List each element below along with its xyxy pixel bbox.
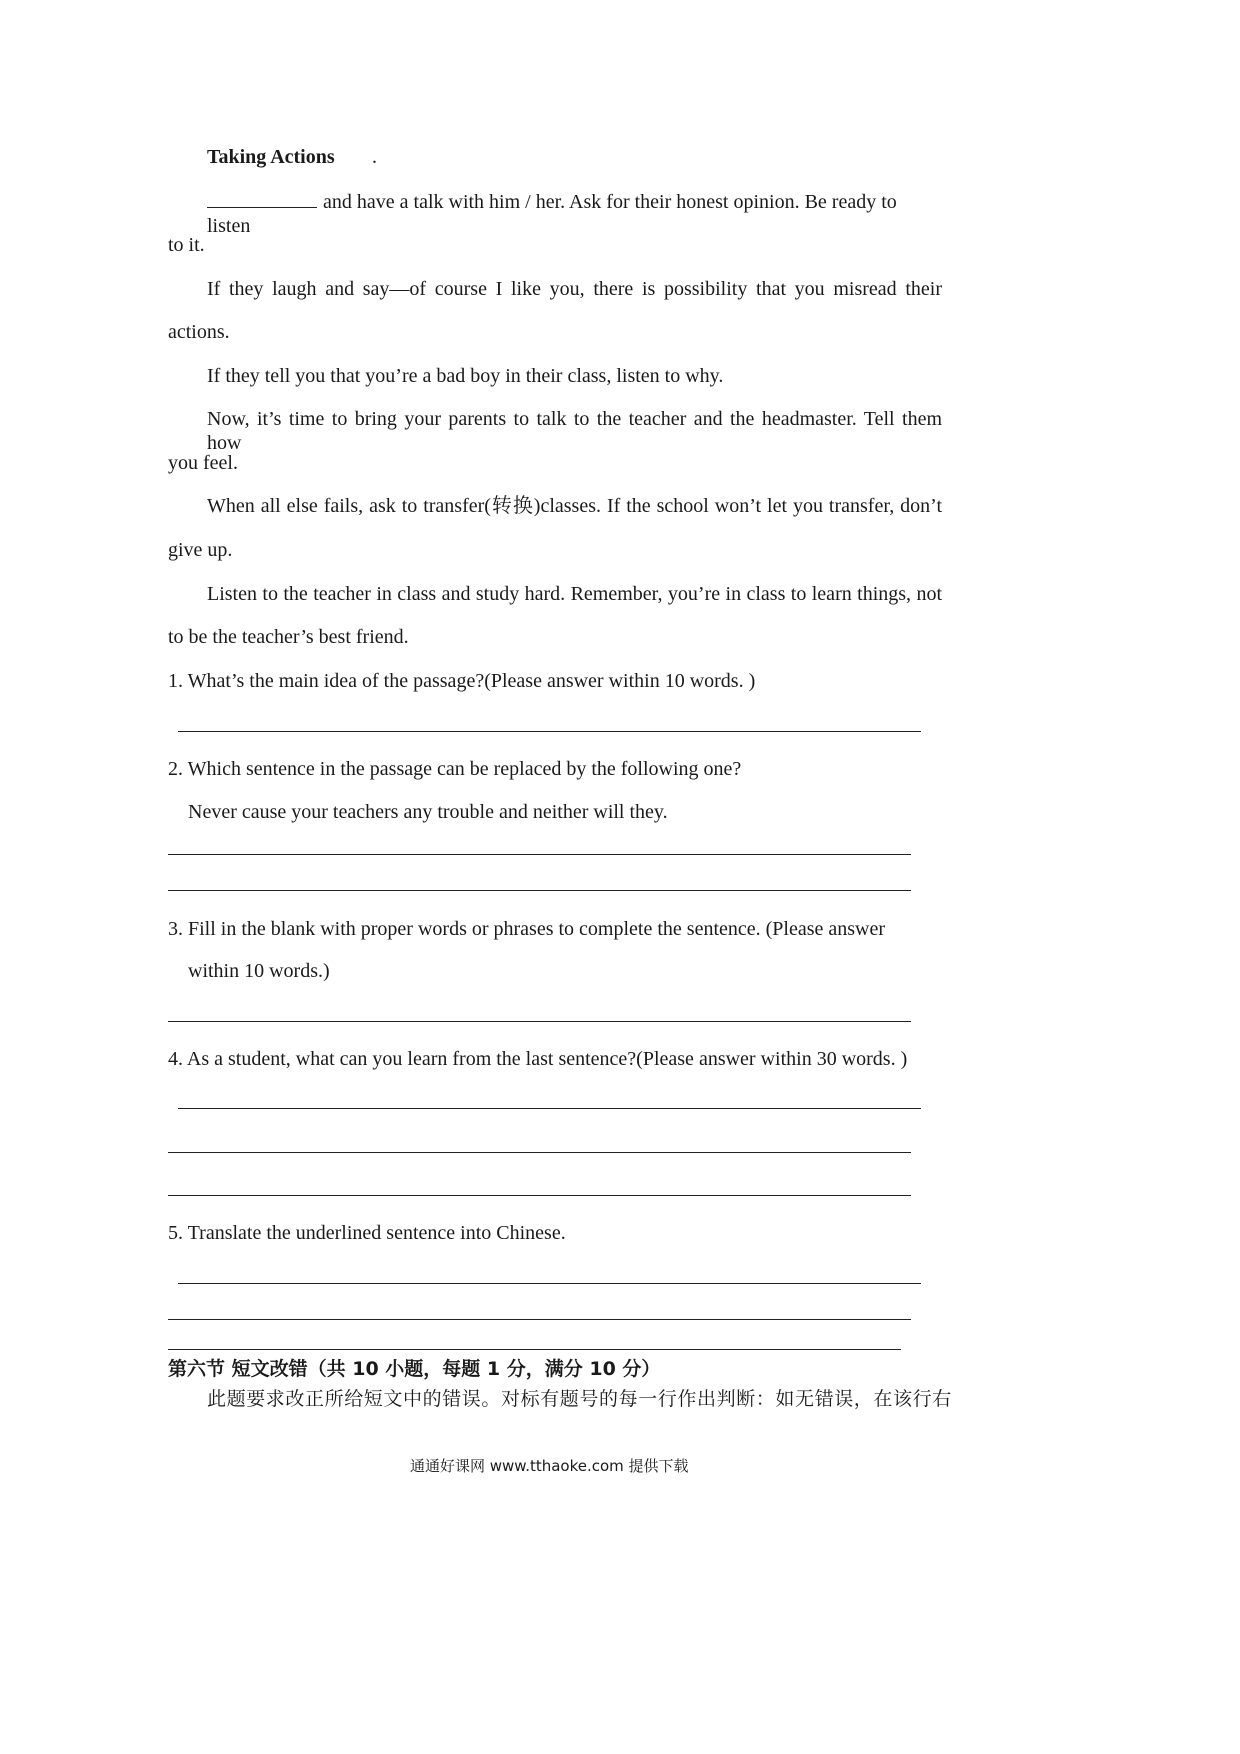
answer-line [178, 731, 921, 732]
answer-line [168, 1195, 911, 1196]
answer-line [168, 890, 911, 891]
section-6-instruction: 此题要求改正所给短文中的错误。对标有题号的每一行作出判断：如无错误，在该行右 [207, 1388, 952, 1410]
paragraph-4-line-2: you feel. [168, 452, 238, 474]
paragraph-2-line-2: actions. [168, 321, 230, 343]
answer-line [168, 1319, 911, 1320]
question-3-line-1: 3. Fill in the blank with proper words or phrases to complete the sentence. (Please answer [168, 918, 886, 940]
question-5: 5. Translate the underlined sentence into Chinese. [168, 1222, 566, 1244]
answer-line [168, 1349, 901, 1350]
answer-line [168, 1152, 911, 1153]
section-6-title: 第六节 短文改错（共 10 小题，每题 1 分，满分 10 分） [168, 1358, 661, 1380]
question-4: 4. As a student, what can you learn from the last sentence?(Please answer within 30 words. ) [168, 1048, 908, 1070]
paragraph-5-line-2: give up. [168, 539, 233, 561]
paragraph-6-line-1: Listen to the teacher in class and study hard. Remember, you’re in class to learn things, not [207, 583, 942, 605]
paragraph-1-line-1 [207, 189, 942, 238]
answer-line [178, 1108, 921, 1109]
paragraph-2-line-1: If they laugh and say—of course I like you, there is possibility that you misread their [207, 278, 942, 300]
paragraph-5-line-1: When all else fails, ask to transfer(转换)classes. If the school won’t let you transfer, don’t [207, 495, 942, 517]
paragraph-4-line-1: Now, it’s time to bring your parents to talk to the teacher and the headmaster. Tell them how [207, 408, 942, 454]
paragraph-1-line-2: to it. [168, 234, 205, 256]
answer-line [168, 1021, 911, 1022]
paragraph-3-line-1: If they tell you that you’re a bad boy in their class, listen to why. [207, 365, 724, 387]
section-heading: Taking Actions [207, 146, 335, 168]
fill-in-blank [207, 189, 317, 208]
question-2: 2. Which sentence in the passage can be replaced by the following one? [168, 758, 742, 780]
paragraph-6-line-2: to be the teacher’s best friend. [168, 626, 409, 648]
question-2-sentence: Never cause your teachers any trouble and neither will they. [188, 801, 668, 823]
page-footer: 通通好课网 www.tthaoke.com 提供下载 [410, 1457, 689, 1475]
section-heading-dot: . [372, 146, 377, 168]
paragraph-1-text: and have a talk with him / her. Ask for their honest opinion. Be ready to listen [207, 191, 897, 237]
question-3-line-2: within 10 words.) [188, 960, 330, 982]
answer-line [178, 1283, 921, 1284]
question-1: 1. What’s the main idea of the passage?(Please answer within 10 words. ) [168, 670, 756, 692]
answer-line [168, 854, 911, 855]
